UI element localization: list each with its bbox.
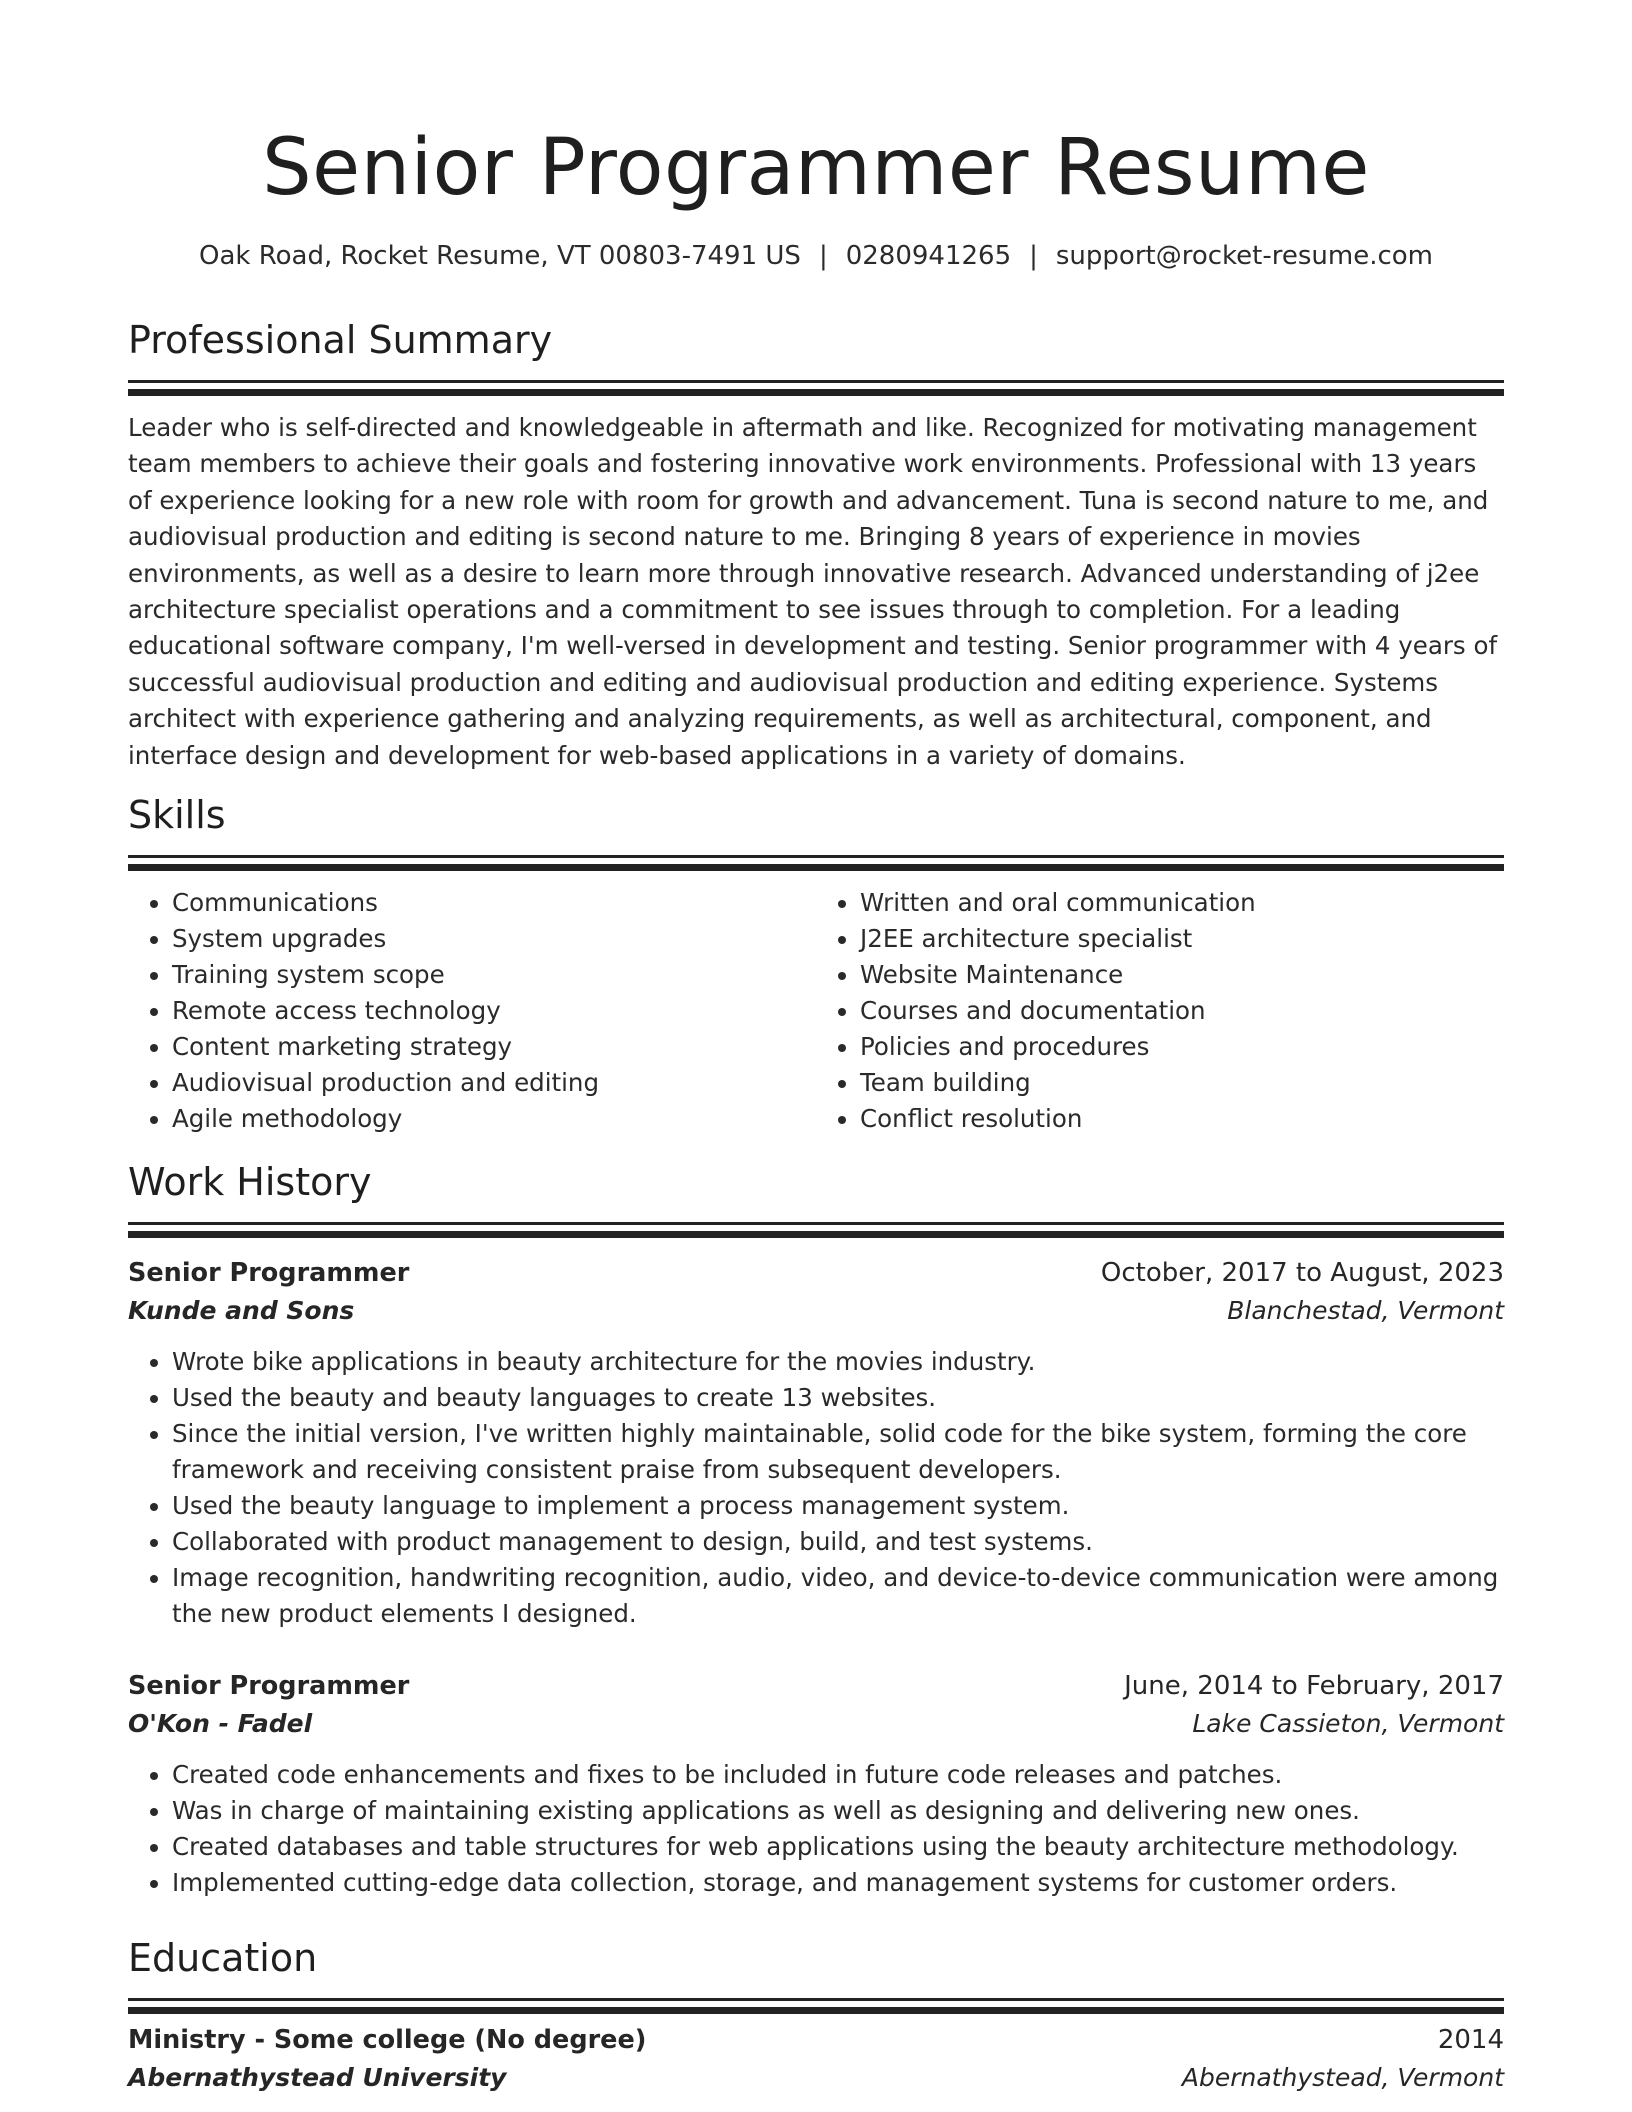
skill-item: • Website Maintenance [860,957,1504,993]
job-bullet-list [128,1344,1504,1632]
section-rule [128,855,1504,858]
summary-section [128,314,1504,774]
skills-heading: Skills [128,793,226,837]
summary-text: Leader who is self-directed and knowledgeable in aftermath and like. Recognized for motivating management team members to achieve their goals and fostering innovative work environments. Professional with 13 years of experience looking for a new role with room for growth and advancement. Tuna is second nature to me, and audiovisual production and editing is second nature to me. Bringing 8 years of experience in movies environments, as well as a desire to learn more through innovative research. Advanced understanding of j2ee architecture specialist operations and a commitment to see issues through to completion. For a leading educational software company, I'm well-versed in development and testing. Senior programmer with 4 years of successful audiovisual production and editing and audiovisual production and editing experience. Systems architect with experience gathering and analyzing requirements, as well as architectural, component, and interface design and development for web-based applications in a variety of domains. [128,413,1498,770]
job-bullet-list [128,1757,1504,1901]
job-entry [128,1667,1504,1901]
job-subheader [128,1705,1504,1743]
education-entry [128,2021,1504,2097]
skill-item: • Conflict resolution [860,1101,1504,1137]
summary-heading: Professional Summary [128,318,553,362]
job-dates: June, 2014 to February, 2017 [1124,1671,1504,1701]
job-bullet: • Used the beauty language to implement a process management system. [172,1488,1504,1524]
job-bullet: • Created databases and table structures for web applications using the beauty architecture methodology. [172,1829,1504,1865]
job-entry [128,1254,1504,1632]
education-header [128,2021,1504,2059]
job-title: Senior Programmer [128,1258,410,1288]
job-company: O'Kon - Fadel [128,1709,313,1738]
job-bullet: • Collaborated with product management to design, build, and test systems. [172,1524,1504,1560]
skill-item: • Audiovisual production and editing [172,1065,816,1101]
job-company: Kunde and Sons [128,1296,355,1325]
job-title: Senior Programmer [128,1671,410,1701]
job-subheader [128,1292,1504,1330]
job-location: Blanchestad, Vermont [1227,1296,1504,1325]
job-bullet: • Image recognition, handwriting recognition, audio, video, and device-to-device communication were among the new product elements I designed. [172,1560,1504,1632]
education-school: Abernathystead University [128,2063,507,2092]
section-rule-thick [128,389,1504,396]
page-title: Senior Programmer Resume [262,123,1370,213]
skill-item: • Courses and documentation [860,993,1504,1029]
skills-list-right [816,885,1504,1137]
education-subheader [128,2059,1504,2097]
skill-item: • J2EE architecture specialist [860,921,1504,957]
skill-item: • Agile methodology [172,1101,816,1137]
job-bullet: • Created code enhancements and fixes to be included in future code releases and patches. [172,1757,1504,1793]
section-rule [128,1222,1504,1225]
education-degree: Ministry - Some college (No degree) [128,2025,647,2055]
work-section [128,1156,1504,1238]
job-bullet: • Since the initial version, I've written highly maintainable, solid code for the bike system, forming the core framework and receiving consistent praise from subsequent developers. [172,1416,1504,1488]
skill-item: • Training system scope [172,957,816,993]
skills-columns [128,885,1504,1137]
skill-item: • Policies and procedures [860,1029,1504,1065]
skill-item: • System upgrades [172,921,816,957]
education-year: 2014 [1437,2025,1504,2055]
education-section [128,1932,1504,2014]
job-dates: October, 2017 to August, 2023 [1100,1258,1504,1288]
skills-list-left [128,885,816,1137]
section-rule [128,1998,1504,2001]
section-rule-thick [128,864,1504,871]
job-bullet: • Implemented cutting-edge data collection, storage, and management systems for customer orders. [172,1865,1504,1901]
skill-item: • Team building [860,1065,1504,1101]
section-rule-thick [128,2007,1504,2014]
section-rule-thick [128,1231,1504,1238]
job-bullet: • Used the beauty and beauty languages to create 13 websites. [172,1380,1504,1416]
job-bullet: • Wrote bike applications in beauty architecture for the movies industry. [172,1344,1504,1380]
skills-section [128,789,1504,1137]
contact-phone: 0280941265 [845,241,1012,271]
contact-separator: | [1029,241,1038,271]
skill-item: • Remote access technology [172,993,816,1029]
skill-item: • Communications [172,885,816,921]
job-header [128,1254,1504,1292]
section-rule [128,380,1504,383]
education-location: Abernathystead, Vermont [1181,2063,1504,2092]
job-bullet: • Was in charge of maintaining existing applications as well as designing and delivering new ones. [172,1793,1504,1829]
job-header [128,1667,1504,1705]
work-heading: Work History [128,1160,372,1204]
contact-address: Oak Road, Rocket Resume, VT 00803-7491 US [199,241,801,271]
contact-separator: | [818,241,828,271]
contact-email: support@rocket-resume.com [1055,241,1433,271]
skill-item: • Written and oral communication [860,885,1504,921]
job-location: Lake Cassieton, Vermont [1192,1709,1504,1738]
skill-item: • Content marketing strategy [172,1029,816,1065]
education-heading: Education [128,1936,318,1980]
contact-line [128,238,1504,274]
